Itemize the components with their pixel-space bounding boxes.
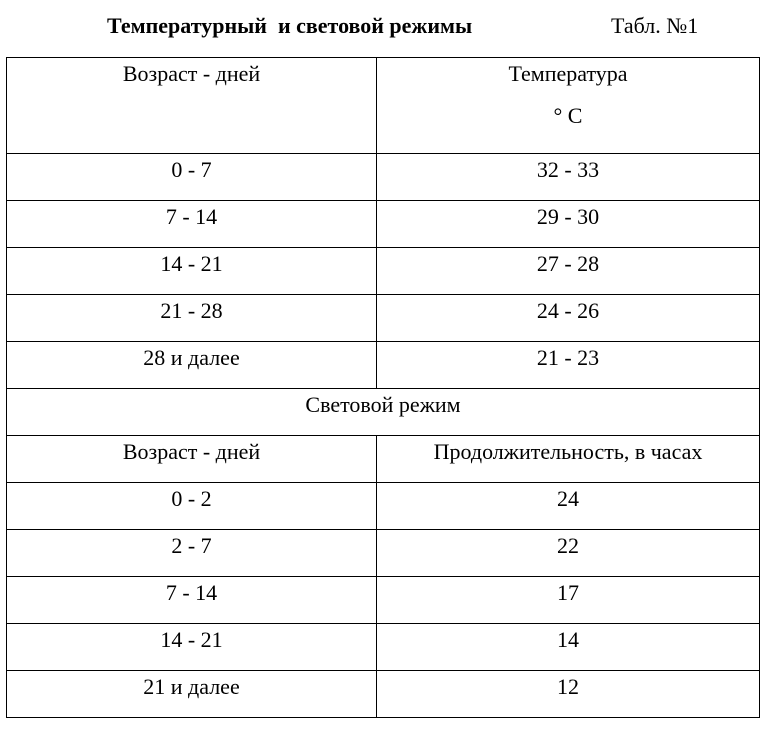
- light-section-title: Световой режим: [7, 389, 760, 436]
- light-header-row: [7, 436, 760, 483]
- age-cell: 14 - 21: [7, 624, 377, 671]
- temperature-cell: 27 - 28: [377, 248, 760, 295]
- table-row: [7, 483, 760, 530]
- table-row: [7, 201, 760, 248]
- age-cell: 7 - 14: [7, 577, 377, 624]
- age-cell: 0 - 2: [7, 483, 377, 530]
- table-row: [7, 342, 760, 389]
- table-row: [7, 624, 760, 671]
- temperature-column-header: [377, 58, 760, 154]
- age-cell: 21 и далее: [7, 671, 377, 718]
- temperature-unit-label: ° C: [553, 103, 583, 128]
- temperature-cell: 29 - 30: [377, 201, 760, 248]
- age-cell: 28 и далее: [7, 342, 377, 389]
- temperature-cell: 24 - 26: [377, 295, 760, 342]
- age-cell: 14 - 21: [7, 248, 377, 295]
- table-row: [7, 577, 760, 624]
- temperature-header-label: Температура: [508, 61, 628, 86]
- duration-cell: 14: [377, 624, 760, 671]
- table-row: [7, 154, 760, 201]
- age-cell: 21 - 28: [7, 295, 377, 342]
- table-row: [7, 248, 760, 295]
- regime-table: [6, 57, 760, 718]
- table-row: [7, 295, 760, 342]
- age-cell: 2 - 7: [7, 530, 377, 577]
- temperature-cell: 32 - 33: [377, 154, 760, 201]
- temperature-cell: 21 - 23: [377, 342, 760, 389]
- duration-cell: 22: [377, 530, 760, 577]
- duration-column-header: Продолжительность, в часах: [377, 436, 760, 483]
- table-row: [7, 530, 760, 577]
- light-section-title-row: [7, 389, 760, 436]
- duration-cell: 24: [377, 483, 760, 530]
- age-column-header: Возраст - дней: [7, 58, 377, 154]
- age-cell: 0 - 7: [7, 154, 377, 201]
- table-number: Табл. №1: [611, 13, 699, 38]
- document-title: Температурный и световой режимы: [107, 13, 473, 38]
- temperature-header-row: [7, 58, 760, 154]
- age-cell: 7 - 14: [7, 201, 377, 248]
- duration-cell: 12: [377, 671, 760, 718]
- table-row: [7, 671, 760, 718]
- age-column-header: Возраст - дней: [7, 436, 377, 483]
- duration-cell: 17: [377, 577, 760, 624]
